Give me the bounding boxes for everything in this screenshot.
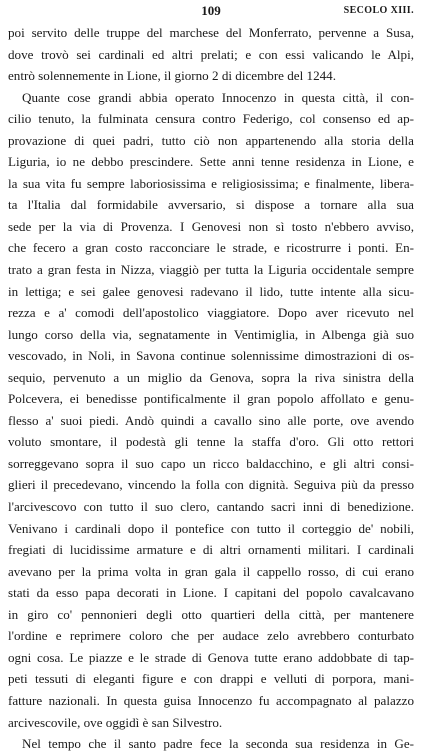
text-line: ogni cosa. Le piazze e le strade di Genova tutte erano addobbate di tap- — [8, 649, 414, 665]
text-line: in giro co' pennonieri degli otto quartieri della città, per mantenere — [8, 606, 414, 622]
text-line: peti tessuti di eleganti figure e con drappi e velluti di porpora, mani- — [8, 671, 414, 687]
text-line: la sua vita fu sempre laboriosissima e religiosissima; e finalmente, libera- — [8, 175, 414, 191]
text-line: stati da esso papa decorati in Lione. I capitani del popolo cavalcavano — [8, 585, 414, 601]
text-line: entrò solennemente in Lione, il giorno 2 di dicembre del 1244. — [8, 68, 336, 84]
text-line: poi servito delle truppe del marchese del Monferrato, pervenne a Susa, — [8, 25, 414, 40]
text-line: l'arcivescovo con tutto il suo clero, cantando sacri inni di benedizione. — [8, 499, 414, 515]
text-line: voluto smontare, il podestà gli tenne la staffa d'oro. Gli otto rettori — [8, 434, 414, 450]
text-line: arcivescovile, ove oggidì è san Silvestro. — [8, 714, 223, 730]
text-line: rezza e a' comodi dell'apostolico viaggiatore. Dopo aver ricevuto nel — [8, 305, 414, 321]
text-line: in lettiga; e sei galee genovesi radevano il lido, tutte intente alla sicu- — [8, 283, 414, 299]
text-line: che fecero a gran costo racconciare le strade, e ricostrurre i ponti. En- — [8, 240, 414, 256]
text-line: dove trovò sei cardinali ed altri prelati; e con essi valicando le Alpi, — [8, 46, 414, 62]
text-line: Venivano i cardinali dopo il pontefice con tutto il corteggio de' nobili, — [8, 520, 414, 536]
text-line: Polcevera, ei benedisse pontificalmente il gran popolo affollato e genu- — [8, 391, 414, 407]
text-line: ta l'Italia dal formidabile avversario, si dispose a tornare alla sua — [8, 197, 414, 213]
text-line: l'ordine e reprimere coloro che per audace zelo avrebbero conturbato — [8, 628, 414, 644]
page-header — [0, 3, 422, 19]
paragraph-start-line: Nel tempo che il santo padre fece la seconda sua residenza in Ge- — [22, 736, 414, 752]
page-number: 109 — [201, 3, 221, 18]
text-line: provazione di quei padri, tutto ciò non appartenendo alla storia della — [8, 132, 414, 148]
text-line: fregiati di lucidissime armature e di altri ornamenti militari. I cardinali — [8, 542, 414, 558]
text-line: trato a gran festa in Nizza, viaggiò per tutta la Liguria occidentale sempre — [8, 262, 414, 278]
text-line: avevano per la prima volta in gran gala il cappello rosso, di cui erano — [8, 563, 414, 579]
text-line: sede per la via di Provenza. I Genovesi non sì tosto n'ebbero avviso, — [8, 218, 414, 234]
text-line: fatture nazionali. In questa guisa Innocenzo fu accompagnato al palazzo — [8, 692, 414, 708]
paragraph-start-line: Quante cose grandi abbia operato Innocenzo in questa città, il con- — [22, 89, 414, 105]
text-line: cilio tenuto, la fulminata censura contro Federigo, col consenso ed ap- — [8, 111, 414, 127]
text-line: Liguria, io ne debbo prescindere. Sette anni tenne residenza in Lione, e — [8, 154, 414, 170]
text-line: sorreggevano sopra il suo capo un ricco baldacchino, e gli altri consi- — [8, 455, 414, 471]
text-line: flesso a' suoi piedi. Andò quindi a cavallo sino alle porte, ove avendo — [8, 412, 414, 428]
running-head: SECOLO XIII. — [343, 5, 414, 16]
body-text — [8, 22, 414, 755]
text-line: vescovado, in Noli, in Savona continue solennissime dimostrazioni di os- — [8, 348, 414, 364]
text-line: lungo corso della via, segnatamente in Ventimiglia, in Albenga già suo — [8, 326, 414, 342]
text-line: sequio, pervenuto a un miglio da Genova, sopra la riva sinistra della — [8, 369, 414, 385]
text-line: glieri il precedevano, vincendo la folla con dignità. Seguiva più da presso — [8, 477, 414, 493]
